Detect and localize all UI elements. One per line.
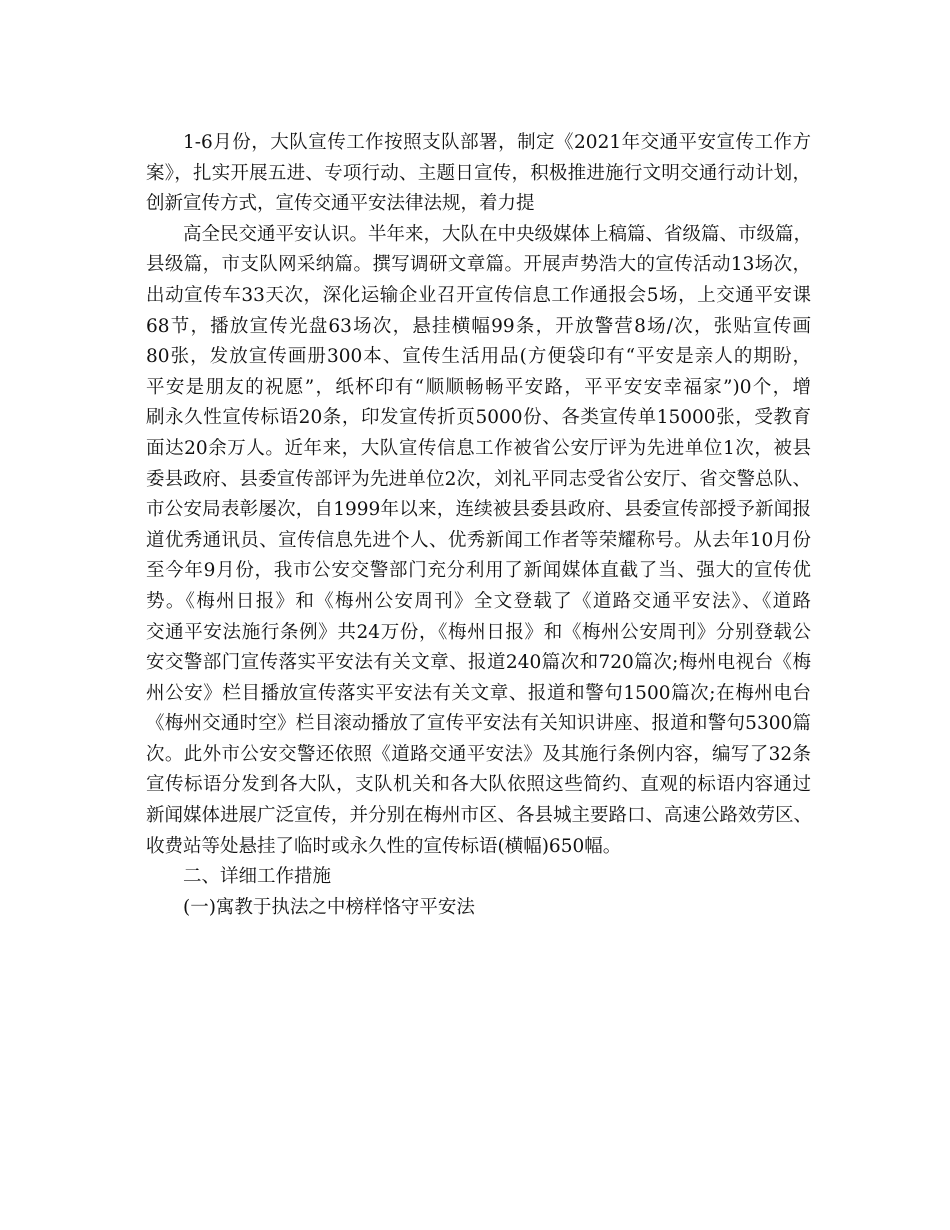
text-line: 出动宣传车33天次，深化运输企业召开宣传信息工作通报会5场，上交通平安课: [146, 284, 811, 306]
text-line: 道优秀通讯员、宣传信息先进个人、优秀新闻工作者等荣耀称号。从去年10月份: [146, 529, 811, 551]
text-line: 案》，扎实开展五进、专项行动、主题日宣传，积极推进施行文明交通行动计划，: [146, 162, 811, 184]
text-line: 1-6月份，大队宣传工作按照支队部署，制定《2021年交通平安宣传工作方: [183, 132, 811, 153]
text-line: 收费站等处悬挂了临时或永久性的宣传标语(横幅)650幅。: [146, 835, 622, 857]
text-line: 80张，发放宣传画册300本、宣传生活用品(方便袋印有“平安是亲人的期盼，: [146, 346, 811, 368]
text-line: 宣传标语分发到各大队，支队机关和各大队依照这些简约、直观的标语内容通过: [146, 774, 811, 796]
body-text: [146, 128, 811, 923]
text-line: 创新宣传方式，宣传交通平安法律法规，着力提: [146, 193, 535, 215]
text-line: 面达20余万人。近年来，大队宣传信息工作被省公安厅评为先进单位1次，被县: [146, 437, 811, 459]
text-line: 势。《梅州日报》和《梅州公安周刊》全文登载了《道路交通平安法》、《道路: [146, 590, 811, 612]
text-line: 高全民交通平安认识。半年来，大队在中央级媒体上稿篇、省级篇、市级篇，: [183, 223, 813, 245]
text-line: 次。此外市公安交警还依照《道路交通平安法》及其施行条例内容，编写了32条: [146, 743, 811, 765]
text-line: 交通平安法施行条例》共24万份，《梅州日报》和《梅州公安周刊》分别登载公: [146, 621, 811, 643]
text-line: 新闻媒体进展广泛宣传，并分别在梅州市区、各县城主要路口、高速公路效劳区、: [146, 805, 813, 827]
text-line: 刷永久性宣传标语20条，印发宣传折页5000份、各类宣传单15000张，受教育: [146, 407, 811, 429]
text-line: 二、详细工作措施: [183, 866, 332, 888]
text-line: 至今年9月份，我市公安交警部门充分利用了新闻媒体直截了当、强大的宣传优: [146, 560, 811, 582]
text-line: 安交警部门宣传落实平安法有关文章、报道240篇次和720篇次;梅州电视台《梅: [146, 652, 811, 674]
text-line: (一)寓教于执法之中榜样恪守平安法: [183, 896, 475, 918]
text-line: 州公安》栏目播放宣传落实平安法有关文章、报道和警句1500篇次;在梅州电台: [146, 682, 811, 704]
text-line: 委县政府、县委宣传部评为先进单位2次，刘礼平同志受省公安厅、省交警总队、: [146, 468, 811, 490]
text-line: 68节，播放宣传光盘63场次，悬挂横幅99条，开放警营8场/次，张贴宣传画: [146, 315, 811, 337]
text-line: 平安是朋友的祝愿”，纸杯印有“顺顺畅畅平安路，平平安安幸福家”)0个，增: [146, 376, 811, 398]
text-line: 县级篇，市支队网采纳篇。撰写调研文章篇。开展声势浩大的宣传活动13场次，: [146, 254, 811, 276]
text-line: 市公安局表彰屡次，自1999年以来，连续被县委县政府、县委宣传部授予新闻报: [146, 499, 811, 521]
text-line: 《梅州交通时空》栏目滚动播放了宣传平安法有关知识讲座、报道和警句5300篇: [146, 713, 811, 735]
